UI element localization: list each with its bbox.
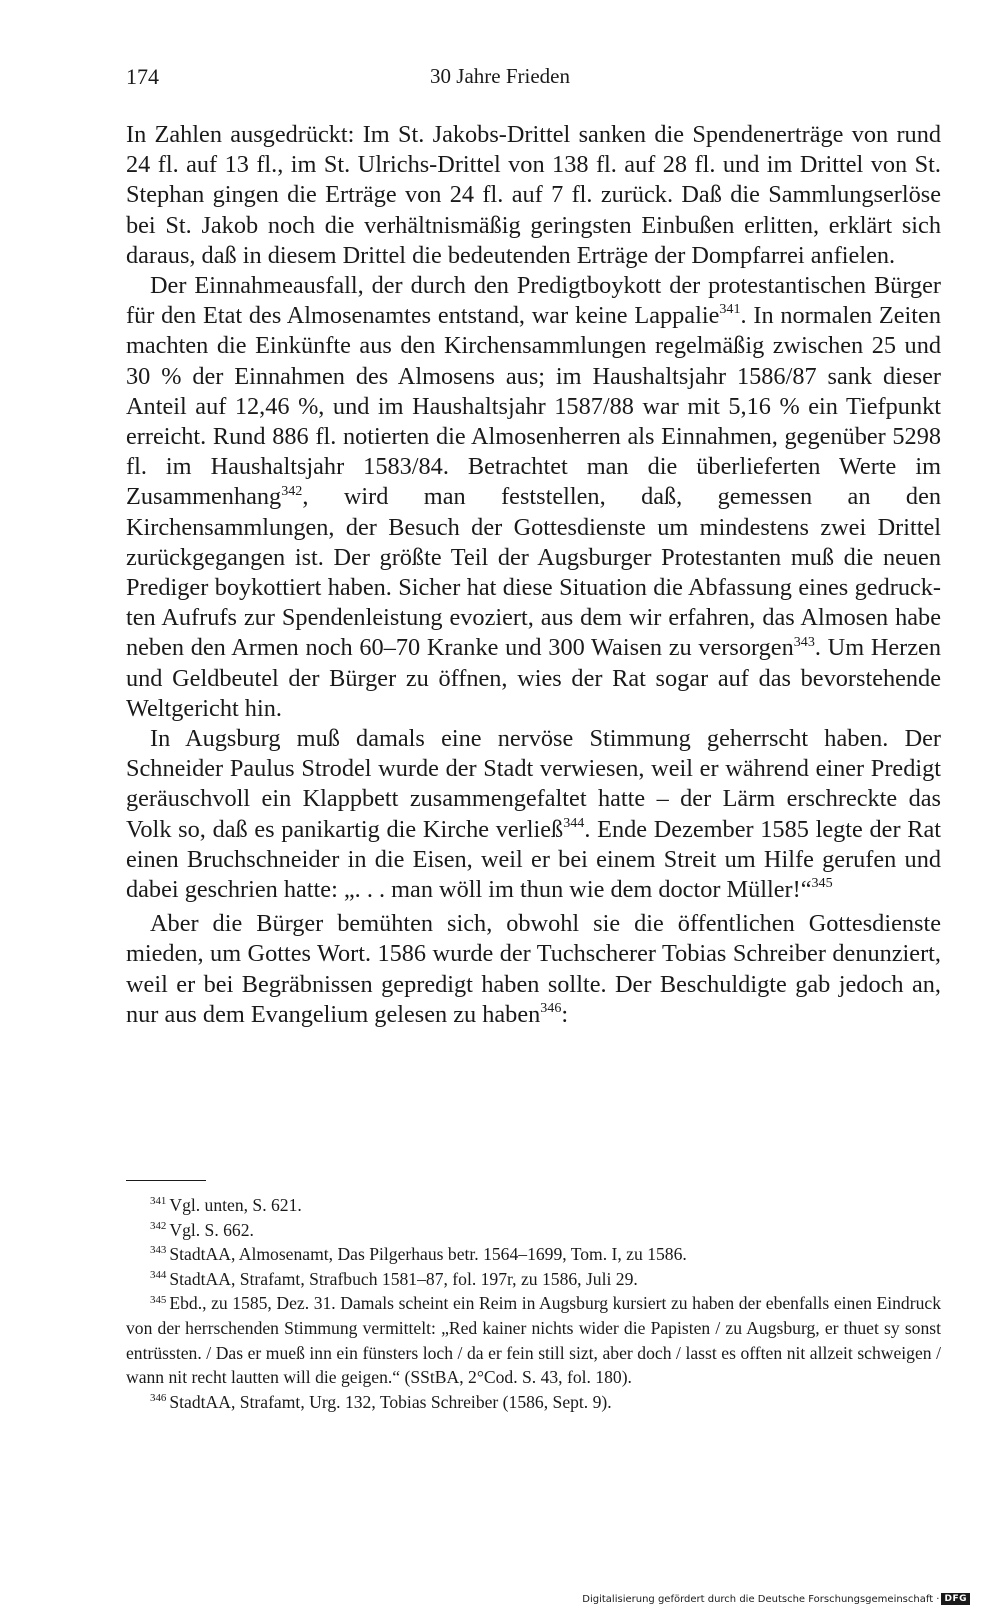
footnote-number: 341 <box>150 1195 167 1208</box>
paragraph-4 <box>126 909 941 1030</box>
credit-text: Digitalisierung gefördert durch die Deutsche Forschungsgemeinschaft · <box>582 1593 940 1605</box>
footnote-number: 342 <box>150 1219 167 1232</box>
footnote-text: StadtAA, Strafamt, Strafbuch 1581–87, fol. 197r, zu 1586, Juli 29. <box>169 1268 638 1289</box>
footnote-345 <box>126 1291 941 1389</box>
paragraph-3 <box>126 724 941 905</box>
footnotes <box>126 1193 941 1414</box>
footnote-text: StadtAA, Strafamt, Urg. 132, Tobias Schreiber (1586, Sept. 9). <box>169 1391 612 1412</box>
page-number: 174 <box>126 64 159 89</box>
paragraph-1-text: In Zahlen ausgedrückt: Im St. Jakobs-Drittel sanken die Spendenerträge von rund 24 fl. auf 13 fl., im St. Ulrichs-Drittel von 138 fl. auf 28 fl. und im Drittel von St. Stephan gingen die Erträge von 24 fl. auf 7 fl. zurück. Daß die Sammlungserlöse bei St. Jakob noch die verhältnismäßig geringsten Einbußen erlitten, erklärt sich daraus, daß in diesem Drittel die bedeutenden Erträge der Dompfarrei anfielen. <box>126 121 941 269</box>
footnote-text: Vgl. unten, S. 621. <box>169 1195 302 1215</box>
footnote-text: StadtAA, Almosenamt, Das Pilgerhaus betr. 1564–1699, Tom. I, zu 1586. <box>169 1244 687 1265</box>
paragraph-2-text-b: . In normalen Zeiten machten die Einkünfte aus den Kirchensammlungen regelmäßig zwischen 25 und 30 % der Einnahmen des Almosens aus; im Haushaltsjahr 1586/87 sank dieser Anteil auf 12,46 %, und im Haushaltsjahr 1587/88 war mit 5,16 % ein Tiefpunkt erreicht. Rund 886 fl. notierten die Almosenherren als Einnahmen, gegenüber 5298 fl. im Haushaltsjahr 1583/84. Betrachtet man die überlieferten Werte im Zusammenhang <box>126 302 941 511</box>
footnote-number: 346 <box>150 1391 167 1404</box>
running-head: 30 Jahre Frieden <box>430 64 570 88</box>
footnote-ref-345[interactable]: 345 <box>811 875 833 892</box>
footnote-343 <box>126 1242 941 1267</box>
paragraph-4-text-b: : <box>561 1000 569 1028</box>
footnote-divider <box>126 1180 206 1181</box>
footnote-ref-342[interactable]: 342 <box>281 482 303 499</box>
footnote-ref-343[interactable]: 343 <box>793 633 815 650</box>
paragraph-2 <box>126 271 941 724</box>
digitization-credit <box>582 1593 970 1605</box>
paragraph-4-text-a: Aber die Bürger bemühten sich, obwohl sie die öffentlichen Gottesdienste mieden, um Gottes Wort. 1586 wurde der Tuchscherer Tobias Schreiber denunziert, weil er bei Begräbnissen gepredigt haben sollte. Der Beschuldigte gab jedoch an, nur aus dem Evangelium gelesen zu haben <box>126 910 941 1028</box>
footnote-346 <box>126 1390 941 1415</box>
footnote-ref-341[interactable]: 341 <box>719 301 741 318</box>
footnote-ref-346[interactable]: 346 <box>540 1000 562 1017</box>
footnote-number: 344 <box>150 1268 167 1281</box>
paragraph-3-text-a: In Augsburg muß damals eine nervöse Stimmung geherrscht haben. Der Schneider Paulus Strodel wurde der Stadt verwiesen, weil er während einer Predigt geräuschvoll ein Klappbett zusammengefaltet hatte – der Lärm erschreckte das Volk so, daß es panikartig die Kirche verließ <box>126 725 941 843</box>
paragraph-2-text-d: . Um Herzen und Geldbeutel der Bürger zu öffnen, wies der Rat sogar auf das bevorstehende Weltgericht hin. <box>126 634 941 722</box>
footnote-341 <box>126 1193 941 1218</box>
paragraph-3-text-b: . Ende Dezember 1585 legte der Rat einen Bruchschneider in die Eisen, weil er bei einem Streit um Hilfe gerufen und dabei geschrien hatte: „. . . man wöll im thun wie dem doctor Müller!“ <box>126 815 941 904</box>
footnote-text: Vgl. S. 662. <box>169 1219 254 1240</box>
footnote-344 <box>126 1267 941 1292</box>
paragraph-2-text-c: , wird man feststellen, daß, gemessen an den Kirchensammlungen, der Besuch der Gottesdienste um mindestens zwei Drittel zurückgegangen ist. Der größte Teil der Augsburger Protestanten muß die neuen Prediger boykottiert haben. Sicher hat diese Situation die Abfassung eines gedruckten Aufrufs zur Spendenleistung evoziert, aus dem wir erfahren, das Almosen habe neben den Armen noch 60–70 Kranke und 300 Waisen zu versorgen <box>126 483 941 662</box>
footnote-number: 343 <box>150 1244 167 1257</box>
dfg-logo: DFG <box>941 1593 970 1605</box>
footnote-342 <box>126 1218 941 1243</box>
paragraph-2-text-a: Der Einnahmeausfall, der durch den Predigtboykott der protestantischen Bürger für den Etat des Almosenamtes entstand, war keine Lappalie <box>126 272 941 330</box>
footnote-ref-344[interactable]: 344 <box>563 814 585 831</box>
footnote-text: Ebd., zu 1585, Dez. 31. Damals scheint ein Reim in Augsburg kursiert zu haben der ebenfalls einen Eindruck von der herrschenden Stimmung vermittelt: „Red kainer nichts wider die Papisten / zu Augsburg, er thuet sy sonst entrüssten. / Das er mueß inn ein fünsters loch / da er fein still sizt, aber doch / lasst es offten nit allzeit schweigen / wann nit recht lautten will die geigen.“ (SStBA, 2°Cod. S. 43, fol. 180). <box>126 1293 941 1388</box>
paragraph-1 <box>126 120 941 271</box>
body-text <box>126 120 941 1030</box>
footnote-number: 345 <box>150 1293 167 1306</box>
